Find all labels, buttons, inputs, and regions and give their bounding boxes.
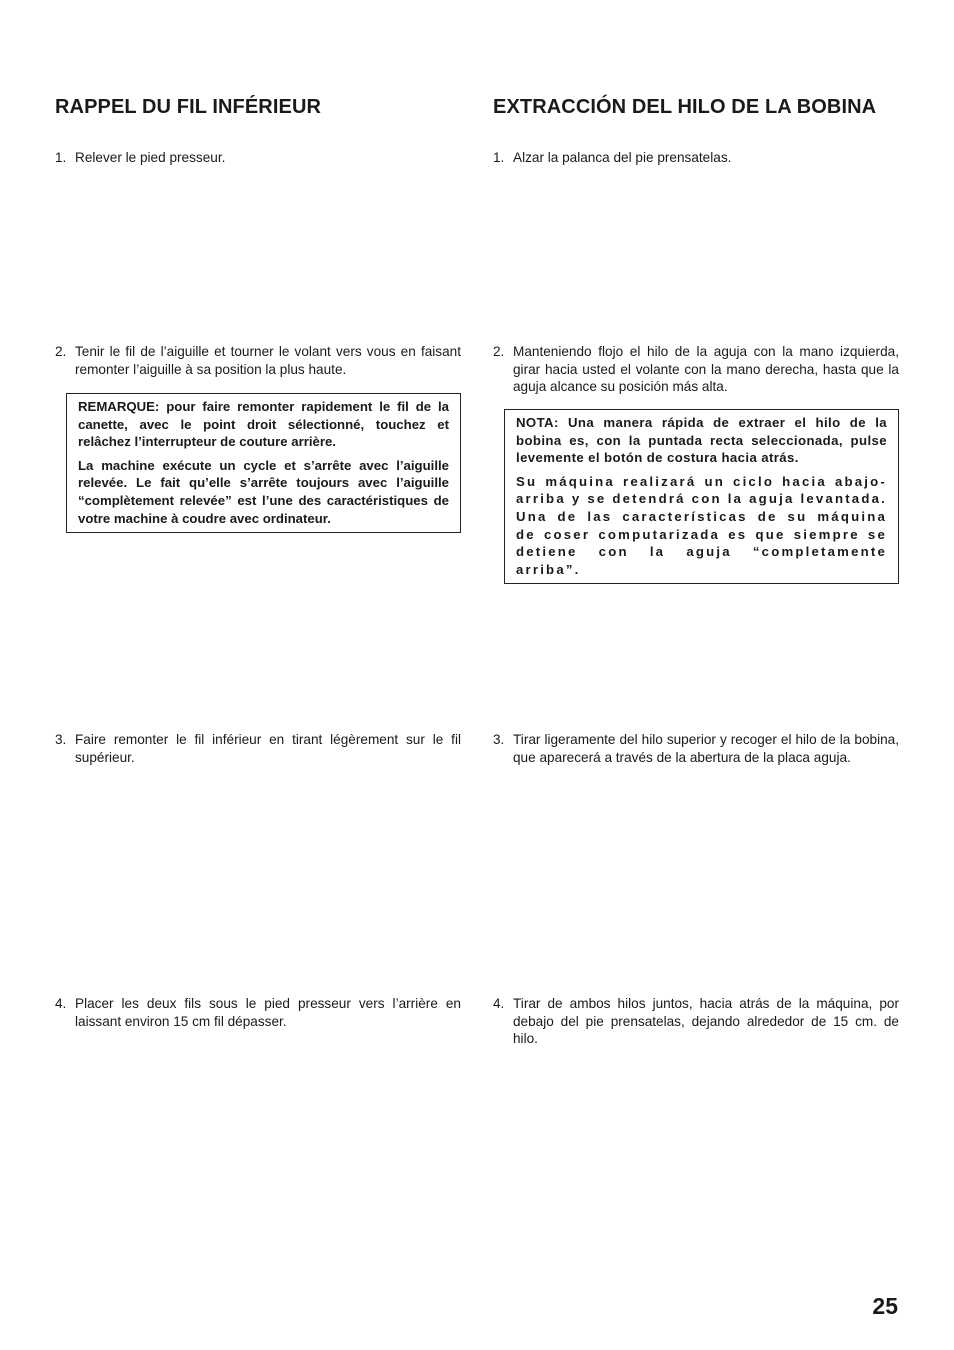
note-paragraph: NOTA: Una manera rápida de extraer el hilo de la bobina es, con la puntada recta seleccionada, pulse levemente el botón de costura hacia atrás. [516, 415, 887, 466]
step-number: 1. [493, 150, 505, 165]
spanish-note-box [504, 409, 899, 584]
note-paragraph: La machine exécute un cycle et s’arrête avec l’aiguille relevée. Le fait qu’elle s’arrête toujours avec l’aiguille “complètement relevée” est l’une des caractéristiques de votre machine à coudre avec ordinateur. [78, 457, 449, 526]
step-text: Manteniendo flojo el hilo de la aguja con la mano izquierda, girar hacia usted el volante con la mano derecha, hasta que la aguja alcance su posición más alta. [513, 344, 899, 394]
french-section-title: RAPPEL DU FIL INFÉRIEUR [55, 96, 322, 118]
step-text: Tirar de ambos hilos juntos, hacia atrás de la máquina, por debajo del pie prensatelas, dejando alrededor de 15 cm. de hilo. [513, 996, 899, 1046]
french-step-1 [55, 149, 461, 167]
step-number: 2. [55, 344, 67, 359]
spanish-section-title: EXTRACCIÓN DEL HILO DE LA BOBINA [493, 96, 877, 118]
spanish-step-3 [493, 731, 899, 766]
spanish-step-4 [493, 995, 899, 1048]
step-number: 4. [493, 996, 505, 1011]
step-number: 3. [493, 732, 505, 747]
page-number: 25 [872, 1293, 898, 1319]
step-text: Tenir le fil de l’aiguille et tourner le volant vers vous en faisant remonter l’aiguille à sa position la plus haute. [75, 344, 461, 377]
step-number: 1. [55, 150, 67, 165]
step-text: Faire remonter le fil inférieur en tirant légèrement sur le fil supérieur. [75, 732, 461, 765]
step-text: Relever le pied presseur. [75, 150, 226, 165]
note-paragraph: Su máquina realizará un ciclo hacia abajo-arriba y se detendrá con la aguja levantada. Una de las características de su máquina de coser computarizada es que siempre se detiene con la aguja “completamente arriba”. [516, 473, 887, 577]
step-number: 4. [55, 996, 67, 1011]
step-number: 3. [55, 732, 67, 747]
french-note-box [66, 393, 461, 533]
note-paragraph: REMARQUE: pour faire remonter rapidement le fil de la canette, avec le point droit sélectionné, touchez et relâchez l’interrupteur de couture arrière. [78, 399, 449, 450]
french-step-4 [55, 995, 461, 1030]
step-text: Alzar la palanca del pie prensatelas. [513, 150, 732, 165]
spanish-step-1 [493, 149, 899, 167]
step-number: 2. [493, 344, 505, 359]
step-text: Tirar ligeramente del hilo superior y recoger el hilo de la bobina, que aparecerá a través de la abertura de la placa aguja. [513, 732, 899, 765]
french-step-2 [55, 343, 461, 378]
step-text: Placer les deux fils sous le pied presseur vers l’arrière en laissant environ 15 cm fil dépasser. [75, 996, 461, 1029]
french-step-3 [55, 731, 461, 766]
spanish-step-2 [493, 343, 899, 396]
